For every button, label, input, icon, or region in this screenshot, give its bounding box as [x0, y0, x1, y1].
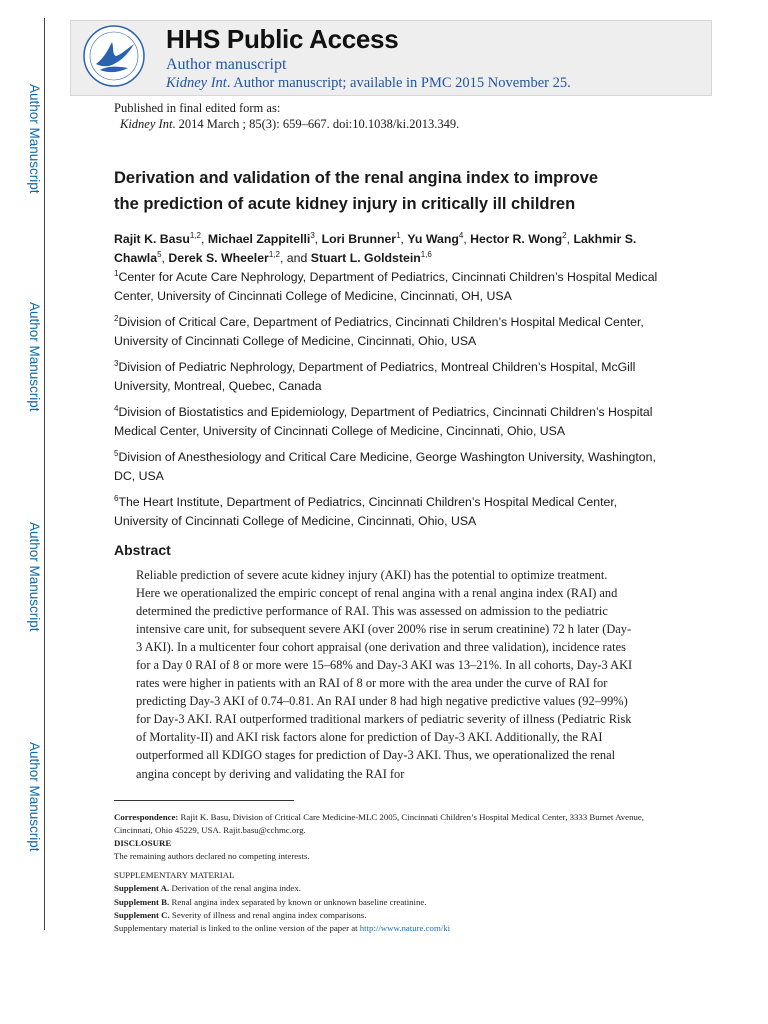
affiliation-number: 5 — [114, 448, 119, 458]
correspondence-note: Correspondence: Rajit K. Basu, Division of Critical Care Medicine-MLC 2005, Cincinnati Children’s Hospital Medical Center, 3333 Burnet Avenue, Cincinnati, Ohio 45229, USA. Rajit.basu@cchmc.org. — [114, 812, 644, 836]
supplement-item: Supplement B. Renal angina index separated by known or unknown baseline creatinine. — [114, 896, 427, 907]
author-name: Yu Wang — [407, 232, 459, 246]
abstract-text: Reliable prediction of severe acute kidney injury (AKI) has the potential to optimize treatment. Here we operationalized the empiric concept of renal angina with a renal angina index (RAI) and determined the predictive performance of RAI. This was assessed on admission to the pediatric intensive care unit, for subsequent severe AKI (over 200% rise in serum creatinine) 72 h later (Day-3 AKI). In a multicenter four cohort appraisal (one derivation and three validation), incidence rates for a Day 0 RAI of 8 or more were 15–68% and Day-3 AKI was 13–21%. In all cohorts, Day-3 AKI rates were higher in patients with an RAI of 8 or more with the area under the curve of RAI for predicting Day-3 AKI of 0.74–0.81. An RAI under 8 had high negative predictive values (92–99%) for Day-3 AKI. RAI outperformed traditional markers of pediatric severity of illness (Pediatric Risk of Mortality-II) and AKI risk factors alone for prediction of Day-3 AKI. Additionally, the RAI outperformed all KDIGO stages for prediction of Day-3 AKI. Thus, we operationalized the renal angina concept by deriving and validating the RAI for — [136, 568, 633, 781]
sidebar-rule — [44, 18, 45, 930]
supplement-item: Supplement C. Severity of illness and renal angina index comparisons. — [114, 909, 367, 920]
affiliation-item — [114, 403, 674, 441]
affiliation-text: The Heart Institute, Department of Pediatrics, Cincinnati Children’s Hospital Medical Center, University of Cincinnati College of Medicine, Cincinnati, Ohio, USA — [114, 495, 618, 528]
author-name: Derek S. Wheeler — [168, 251, 269, 265]
published-label: Published in final edited form as: — [114, 101, 281, 115]
affiliation-item — [114, 268, 674, 306]
affiliation-item — [114, 448, 674, 486]
affiliation-number: 4 — [114, 403, 119, 413]
author-affiliation-mark: 1,2 — [268, 249, 280, 259]
affiliation-item — [114, 358, 674, 396]
affiliation-text: Center for Acute Care Nephrology, Department of Pediatrics, Cincinnati Children’s Hospital Medical Center, University of Cincinnati College of Medicine, Cincinnati, OH, USA — [114, 270, 658, 303]
supplementary-heading: SUPPLEMENTARY MATERIAL — [114, 870, 235, 881]
author-separator: , and — [279, 251, 311, 265]
author-separator: , — [566, 232, 574, 246]
author-separator: , — [314, 232, 322, 246]
author-list — [114, 230, 674, 268]
affiliation-item — [114, 493, 674, 531]
affiliation-number: 3 — [114, 358, 119, 368]
supplementary-link-note: Supplementary material is linked to the online version of the paper at http://www.nature.com/ki — [114, 922, 451, 933]
published-citation: Kidney Int. 2014 March ; 85(3): 659–667. doi:10.1038/ki.2013.349. — [120, 117, 460, 131]
author-manuscript-label: Author manuscript — [166, 56, 287, 73]
supplement-list — [114, 882, 674, 921]
author-affiliation-mark: 1 — [396, 230, 401, 240]
footnote-rule — [114, 800, 294, 801]
footnotes — [114, 811, 674, 935]
affiliation-number: 1 — [114, 268, 119, 278]
author-affiliation-mark: 3 — [310, 230, 315, 240]
disclosure-heading: DISCLOSURE — [114, 838, 172, 849]
hhs-title: HHS Public Access — [166, 24, 399, 54]
affiliation-text: Division of Biostatistics and Epidemiology, Department of Pediatrics, Cincinnati Children’s Hospital Medical Center, University of Cincinnati College of Medicine, Cincinnati, Ohio, USA — [114, 405, 653, 438]
affiliation-text: Division of Anesthesiology and Critical Care Medicine, George Washington University, Washington, DC, USA — [114, 450, 656, 483]
published-info — [114, 100, 459, 132]
affiliation-list — [114, 268, 674, 538]
author-affiliation-mark: 1,6 — [420, 249, 432, 259]
affiliation-item — [114, 313, 674, 351]
author-separator: , — [463, 232, 471, 246]
journal-name: Kidney Int — [166, 75, 227, 91]
author-name: Rajit K. Basu — [114, 232, 190, 246]
author-separator: , — [200, 232, 208, 246]
hhs-eagle-logo-icon — [82, 24, 146, 88]
supplement-item: Supplement A. Derivation of the renal angina index. — [114, 883, 301, 894]
affiliation-text: Division of Critical Care, Department of Pediatrics, Cincinnati Children’s Hospital Medical Center, University of Cincinnati College of Medicine, Cincinnati, Ohio, USA — [114, 315, 644, 348]
author-name: Lori Brunner — [321, 232, 397, 246]
author-name: Hector R. Wong — [470, 232, 563, 246]
abstract-heading: Abstract — [114, 542, 171, 558]
author-name: Stuart L. Goldstein — [310, 251, 421, 265]
affiliation-number: 6 — [114, 493, 119, 503]
affiliation-number: 2 — [114, 313, 119, 323]
author-affiliation-mark: 5 — [157, 249, 162, 259]
affiliation-text: Division of Pediatric Nephrology, Department of Pediatrics, Montreal Children’s Hospital, McGill University, Montreal, Quebec, Canada — [114, 360, 636, 393]
author-separator: , — [161, 251, 169, 265]
disclosure-text: The remaining authors declared no competing interests. — [114, 851, 310, 862]
author-affiliation-mark: 1,2 — [189, 230, 201, 240]
paper-title: Derivation and validation of the renal angina index to improve the prediction of acute kidney injury in critically ill children — [114, 169, 599, 213]
author-separator: , — [400, 232, 408, 246]
author-name: Lakhmir S. Chawla — [114, 232, 637, 265]
nature-ki-link[interactable]: http://www.nature.com/ki — [359, 922, 451, 933]
author-affiliation-mark: 2 — [562, 230, 567, 240]
author-name: Michael Zappitelli — [207, 232, 311, 246]
availability-line: Kidney Int. Author manuscript; available in PMC 2015 November 25. — [166, 75, 571, 91]
author-affiliation-mark: 4 — [458, 230, 464, 240]
